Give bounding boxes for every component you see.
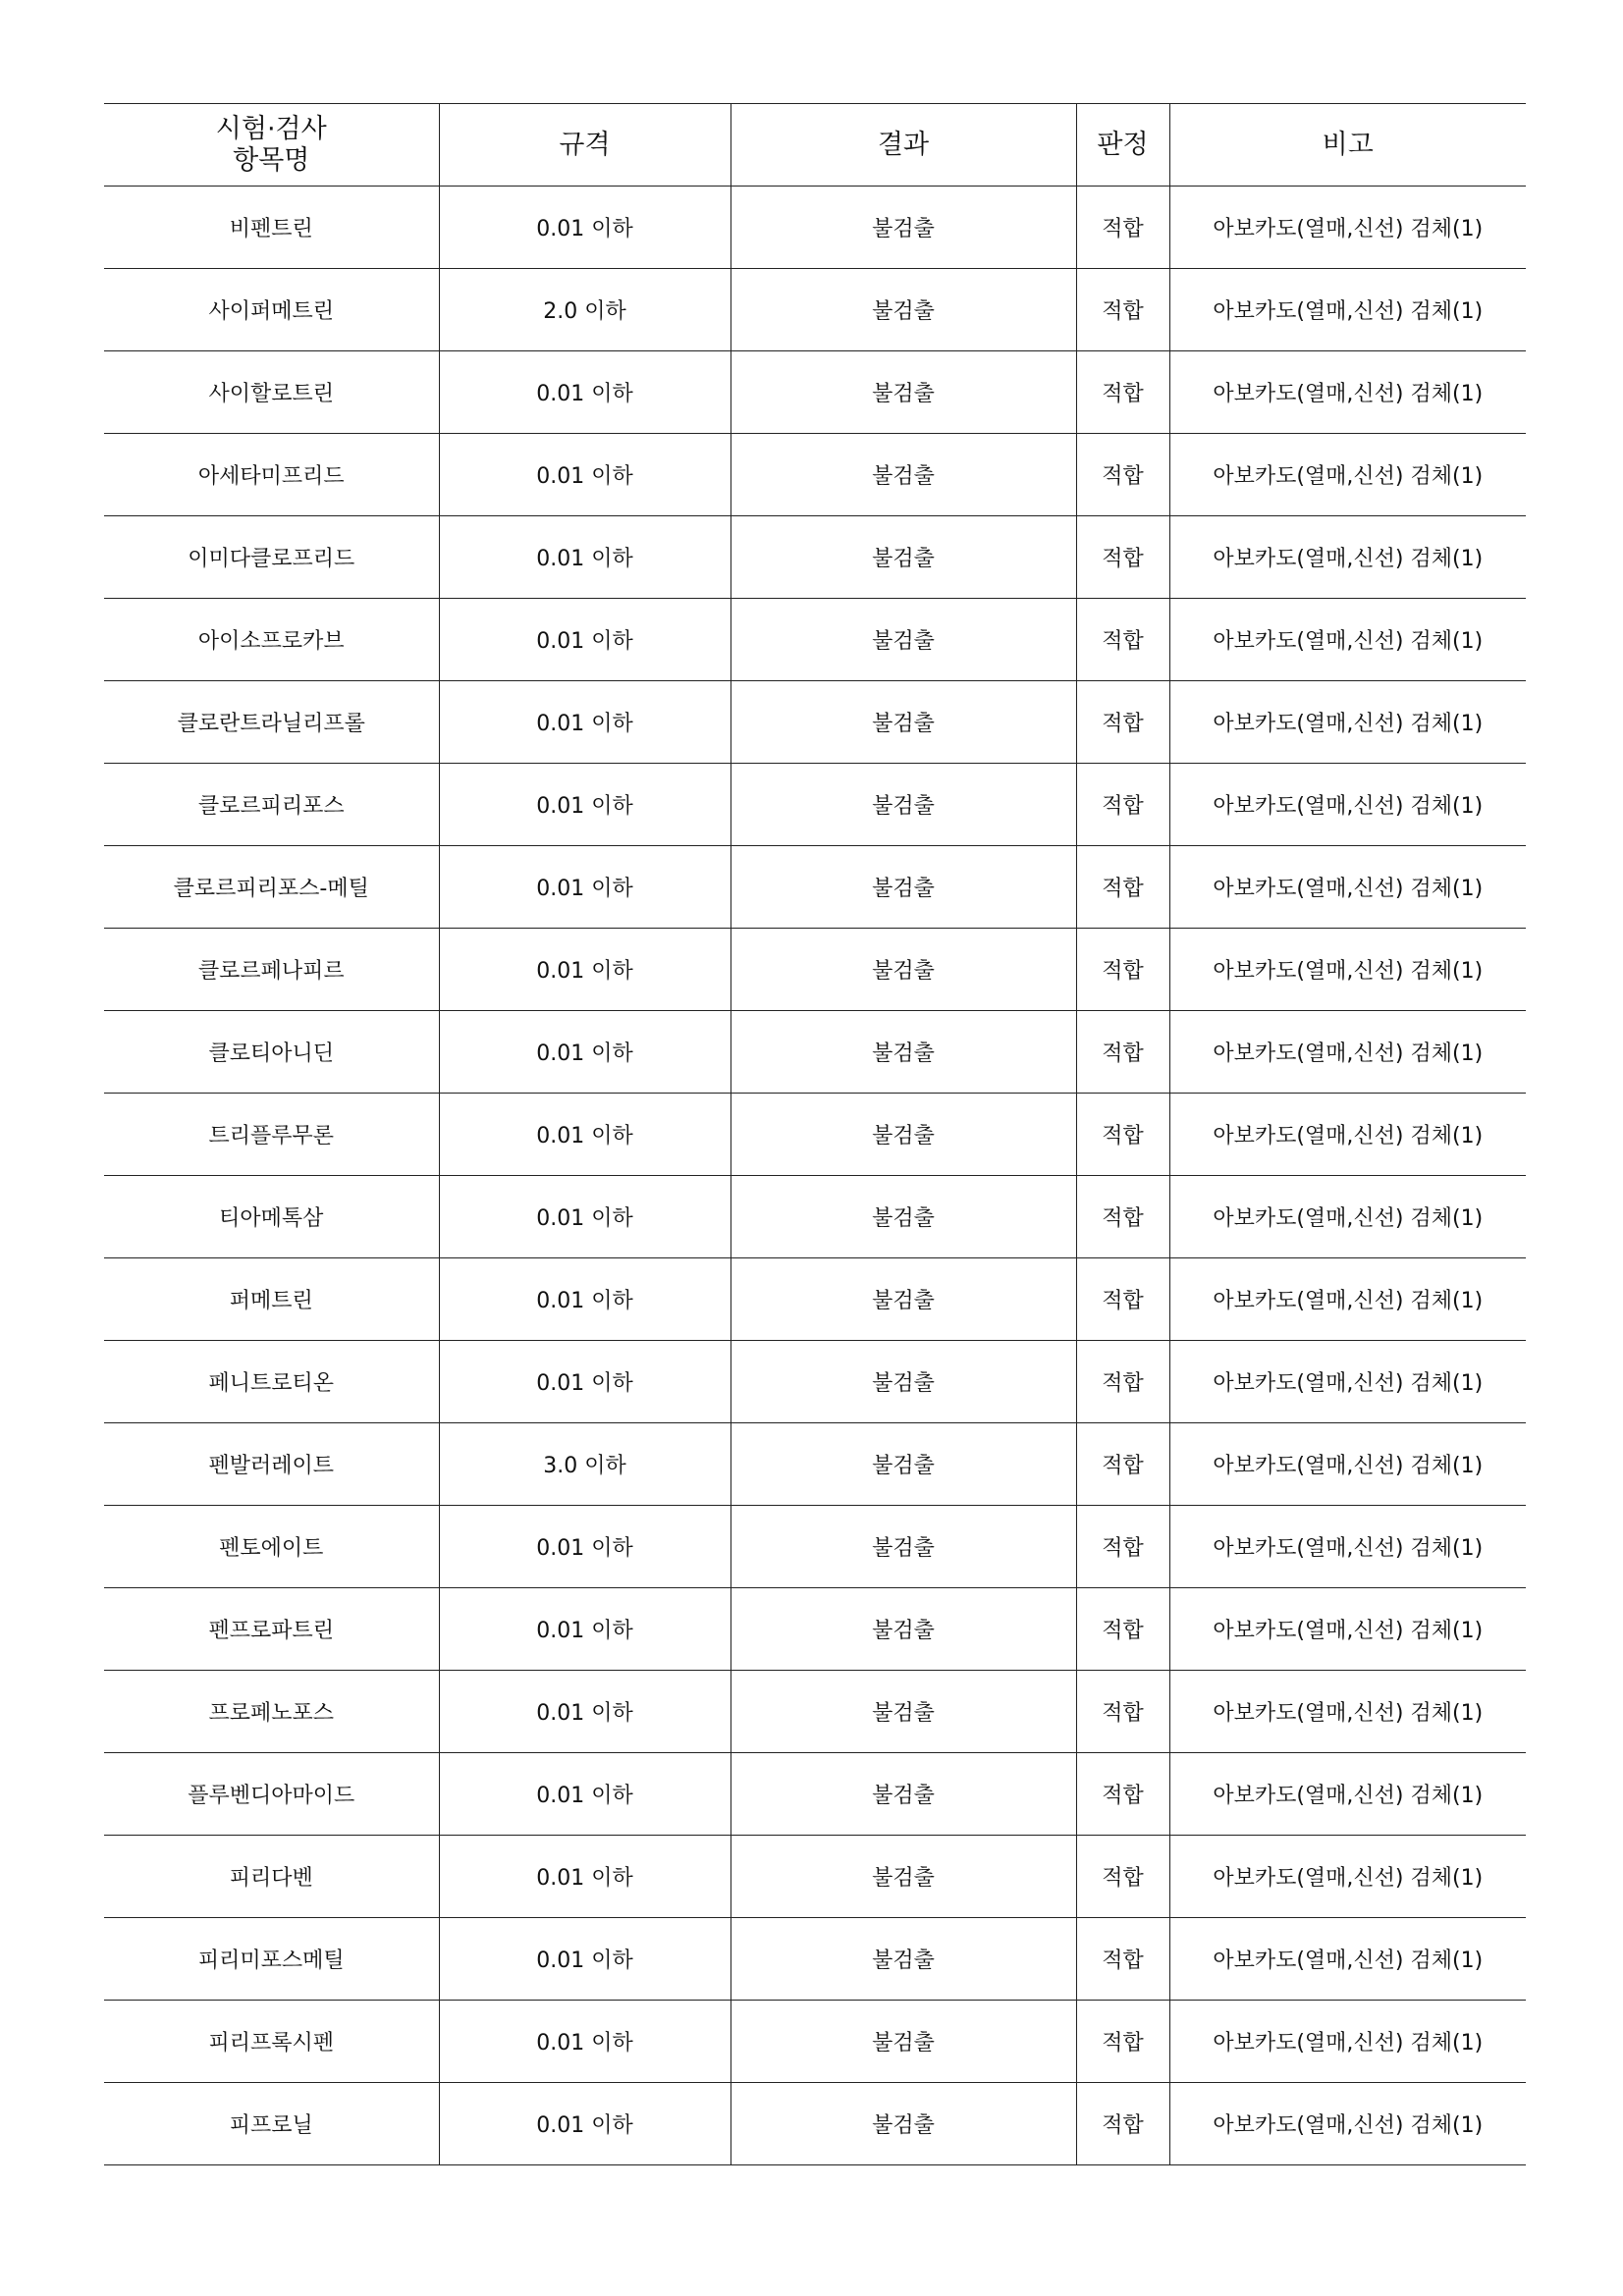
cell-result: 불검출 xyxy=(730,1258,1076,1341)
cell-remarks: 아보카도(열매,신선) 검체(1) xyxy=(1169,269,1526,351)
cell-result: 불검출 xyxy=(730,1671,1076,1753)
cell-item-name: 비펜트린 xyxy=(104,187,439,269)
cell-remarks: 아보카도(열매,신선) 검체(1) xyxy=(1169,1588,1526,1671)
cell-spec: 0.01 이하 xyxy=(439,351,730,434)
cell-judgment: 적합 xyxy=(1076,351,1169,434)
table-row xyxy=(104,929,1526,1011)
cell-spec: 0.01 이하 xyxy=(439,681,730,764)
cell-spec: 0.01 이하 xyxy=(439,1094,730,1176)
cell-judgment: 적합 xyxy=(1076,764,1169,846)
cell-remarks: 아보카도(열매,신선) 검체(1) xyxy=(1169,1753,1526,1836)
table-row xyxy=(104,516,1526,599)
table-row xyxy=(104,599,1526,681)
cell-item-name: 펜프로파트린 xyxy=(104,1588,439,1671)
cell-remarks: 아보카도(열매,신선) 검체(1) xyxy=(1169,1176,1526,1258)
cell-remarks: 아보카도(열매,신선) 검체(1) xyxy=(1169,1094,1526,1176)
cell-spec: 0.01 이하 xyxy=(439,1918,730,2001)
cell-remarks: 아보카도(열매,신선) 검체(1) xyxy=(1169,764,1526,846)
cell-item-name: 아세타미프리드 xyxy=(104,434,439,516)
cell-spec: 0.01 이하 xyxy=(439,1011,730,1094)
header-remarks: 비고 xyxy=(1169,104,1526,187)
table-row xyxy=(104,1176,1526,1258)
cell-result: 불검출 xyxy=(730,599,1076,681)
table-row xyxy=(104,1423,1526,1506)
cell-item-name: 아이소프로카브 xyxy=(104,599,439,681)
cell-judgment: 적합 xyxy=(1076,846,1169,929)
cell-result: 불검출 xyxy=(730,1423,1076,1506)
cell-item-name: 사이할로트린 xyxy=(104,351,439,434)
cell-spec: 0.01 이하 xyxy=(439,1671,730,1753)
cell-spec: 2.0 이하 xyxy=(439,269,730,351)
cell-result: 불검출 xyxy=(730,1836,1076,1918)
cell-judgment: 적합 xyxy=(1076,434,1169,516)
cell-spec: 0.01 이하 xyxy=(439,1836,730,1918)
cell-spec: 0.01 이하 xyxy=(439,434,730,516)
cell-remarks: 아보카도(열매,신선) 검체(1) xyxy=(1169,2001,1526,2083)
cell-spec: 0.01 이하 xyxy=(439,1176,730,1258)
cell-remarks: 아보카도(열매,신선) 검체(1) xyxy=(1169,1258,1526,1341)
cell-remarks: 아보카도(열매,신선) 검체(1) xyxy=(1169,599,1526,681)
cell-result: 불검출 xyxy=(730,929,1076,1011)
cell-remarks: 아보카도(열매,신선) 검체(1) xyxy=(1169,1918,1526,2001)
table-row xyxy=(104,434,1526,516)
table-row xyxy=(104,1258,1526,1341)
table-row xyxy=(104,269,1526,351)
cell-judgment: 적합 xyxy=(1076,187,1169,269)
cell-judgment: 적합 xyxy=(1076,929,1169,1011)
cell-item-name: 피리다벤 xyxy=(104,1836,439,1918)
cell-item-name: 이미다클로프리드 xyxy=(104,516,439,599)
cell-item-name: 펜발러레이트 xyxy=(104,1423,439,1506)
cell-judgment: 적합 xyxy=(1076,1506,1169,1588)
cell-remarks: 아보카도(열매,신선) 검체(1) xyxy=(1169,516,1526,599)
cell-judgment: 적합 xyxy=(1076,269,1169,351)
cell-spec: 0.01 이하 xyxy=(439,1341,730,1423)
cell-judgment: 적합 xyxy=(1076,1341,1169,1423)
cell-judgment: 적합 xyxy=(1076,1258,1169,1341)
cell-result: 불검출 xyxy=(730,1753,1076,1836)
table-row xyxy=(104,1918,1526,2001)
cell-judgment: 적합 xyxy=(1076,2083,1169,2165)
cell-judgment: 적합 xyxy=(1076,1176,1169,1258)
header-judgment: 판정 xyxy=(1076,104,1169,187)
cell-spec: 0.01 이하 xyxy=(439,764,730,846)
cell-item-name: 클로르피리포스-메틸 xyxy=(104,846,439,929)
table-row xyxy=(104,351,1526,434)
cell-result: 불검출 xyxy=(730,1588,1076,1671)
cell-item-name: 트리플루무론 xyxy=(104,1094,439,1176)
table-row xyxy=(104,681,1526,764)
cell-item-name: 클로티아니딘 xyxy=(104,1011,439,1094)
cell-item-name: 피리프록시펜 xyxy=(104,2001,439,2083)
table-row xyxy=(104,1836,1526,1918)
cell-remarks: 아보카도(열매,신선) 검체(1) xyxy=(1169,187,1526,269)
cell-spec: 0.01 이하 xyxy=(439,599,730,681)
cell-item-name: 플루벤디아마이드 xyxy=(104,1753,439,1836)
cell-spec: 0.01 이하 xyxy=(439,1258,730,1341)
cell-item-name: 프로페노포스 xyxy=(104,1671,439,1753)
table-row xyxy=(104,1341,1526,1423)
table-row xyxy=(104,764,1526,846)
cell-result: 불검출 xyxy=(730,269,1076,351)
header-item-name xyxy=(104,104,439,187)
cell-spec: 0.01 이하 xyxy=(439,2083,730,2165)
cell-judgment: 적합 xyxy=(1076,681,1169,764)
cell-item-name: 페니트로티온 xyxy=(104,1341,439,1423)
header-item-name-line2: 항목명 xyxy=(233,144,310,176)
cell-judgment: 적합 xyxy=(1076,1588,1169,1671)
cell-judgment: 적합 xyxy=(1076,2001,1169,2083)
cell-item-name: 티아메톡삼 xyxy=(104,1176,439,1258)
cell-spec: 0.01 이하 xyxy=(439,846,730,929)
table-row xyxy=(104,1588,1526,1671)
cell-spec: 0.01 이하 xyxy=(439,187,730,269)
cell-item-name: 피리미포스메틸 xyxy=(104,1918,439,2001)
cell-result: 불검출 xyxy=(730,2001,1076,2083)
cell-result: 불검출 xyxy=(730,516,1076,599)
cell-remarks: 아보카도(열매,신선) 검체(1) xyxy=(1169,681,1526,764)
cell-judgment: 적합 xyxy=(1076,599,1169,681)
cell-result: 불검출 xyxy=(730,434,1076,516)
cell-remarks: 아보카도(열매,신선) 검체(1) xyxy=(1169,846,1526,929)
cell-result: 불검출 xyxy=(730,1506,1076,1588)
table-body xyxy=(104,187,1526,2165)
cell-spec: 0.01 이하 xyxy=(439,1588,730,1671)
table-row xyxy=(104,2083,1526,2165)
cell-item-name: 사이퍼메트린 xyxy=(104,269,439,351)
cell-result: 불검출 xyxy=(730,2083,1076,2165)
cell-judgment: 적합 xyxy=(1076,1836,1169,1918)
table-row xyxy=(104,1506,1526,1588)
table-row xyxy=(104,1011,1526,1094)
cell-result: 불검출 xyxy=(730,1094,1076,1176)
cell-remarks: 아보카도(열매,신선) 검체(1) xyxy=(1169,2083,1526,2165)
cell-judgment: 적합 xyxy=(1076,1918,1169,2001)
cell-spec: 0.01 이하 xyxy=(439,1506,730,1588)
cell-spec: 0.01 이하 xyxy=(439,2001,730,2083)
cell-result: 불검출 xyxy=(730,351,1076,434)
table-row xyxy=(104,187,1526,269)
header-result: 결과 xyxy=(730,104,1076,187)
cell-result: 불검출 xyxy=(730,764,1076,846)
cell-result: 불검출 xyxy=(730,187,1076,269)
cell-remarks: 아보카도(열매,신선) 검체(1) xyxy=(1169,351,1526,434)
cell-remarks: 아보카도(열매,신선) 검체(1) xyxy=(1169,1011,1526,1094)
cell-judgment: 적합 xyxy=(1076,1753,1169,1836)
cell-judgment: 적합 xyxy=(1076,1011,1169,1094)
table-row xyxy=(104,846,1526,929)
cell-spec: 0.01 이하 xyxy=(439,1753,730,1836)
cell-remarks: 아보카도(열매,신선) 검체(1) xyxy=(1169,1341,1526,1423)
cell-judgment: 적합 xyxy=(1076,1423,1169,1506)
cell-item-name: 퍼메트린 xyxy=(104,1258,439,1341)
cell-result: 불검출 xyxy=(730,1341,1076,1423)
cell-spec: 0.01 이하 xyxy=(439,516,730,599)
cell-result: 불검출 xyxy=(730,681,1076,764)
table-row xyxy=(104,1094,1526,1176)
cell-item-name: 클로르페나피르 xyxy=(104,929,439,1011)
cell-result: 불검출 xyxy=(730,1011,1076,1094)
cell-result: 불검출 xyxy=(730,1918,1076,2001)
cell-item-name: 클로르피리포스 xyxy=(104,764,439,846)
cell-remarks: 아보카도(열매,신선) 검체(1) xyxy=(1169,1506,1526,1588)
cell-item-name: 클로란트라닐리프롤 xyxy=(104,681,439,764)
cell-result: 불검출 xyxy=(730,1176,1076,1258)
cell-judgment: 적합 xyxy=(1076,1094,1169,1176)
cell-judgment: 적합 xyxy=(1076,1671,1169,1753)
header-spec: 규격 xyxy=(439,104,730,187)
test-results-table xyxy=(104,103,1526,2165)
cell-item-name: 피프로닐 xyxy=(104,2083,439,2165)
cell-remarks: 아보카도(열매,신선) 검체(1) xyxy=(1169,1671,1526,1753)
cell-judgment: 적합 xyxy=(1076,516,1169,599)
table-row xyxy=(104,1671,1526,1753)
cell-remarks: 아보카도(열매,신선) 검체(1) xyxy=(1169,434,1526,516)
header-item-name-line1: 시험·검사 xyxy=(215,113,327,144)
cell-remarks: 아보카도(열매,신선) 검체(1) xyxy=(1169,1423,1526,1506)
cell-spec: 3.0 이하 xyxy=(439,1423,730,1506)
table-header xyxy=(104,104,1526,187)
table-row xyxy=(104,2001,1526,2083)
cell-item-name: 펜토에이트 xyxy=(104,1506,439,1588)
cell-result: 불검출 xyxy=(730,846,1076,929)
cell-remarks: 아보카도(열매,신선) 검체(1) xyxy=(1169,1836,1526,1918)
table-row xyxy=(104,1753,1526,1836)
cell-spec: 0.01 이하 xyxy=(439,929,730,1011)
cell-remarks: 아보카도(열매,신선) 검체(1) xyxy=(1169,929,1526,1011)
header-row xyxy=(104,104,1526,187)
